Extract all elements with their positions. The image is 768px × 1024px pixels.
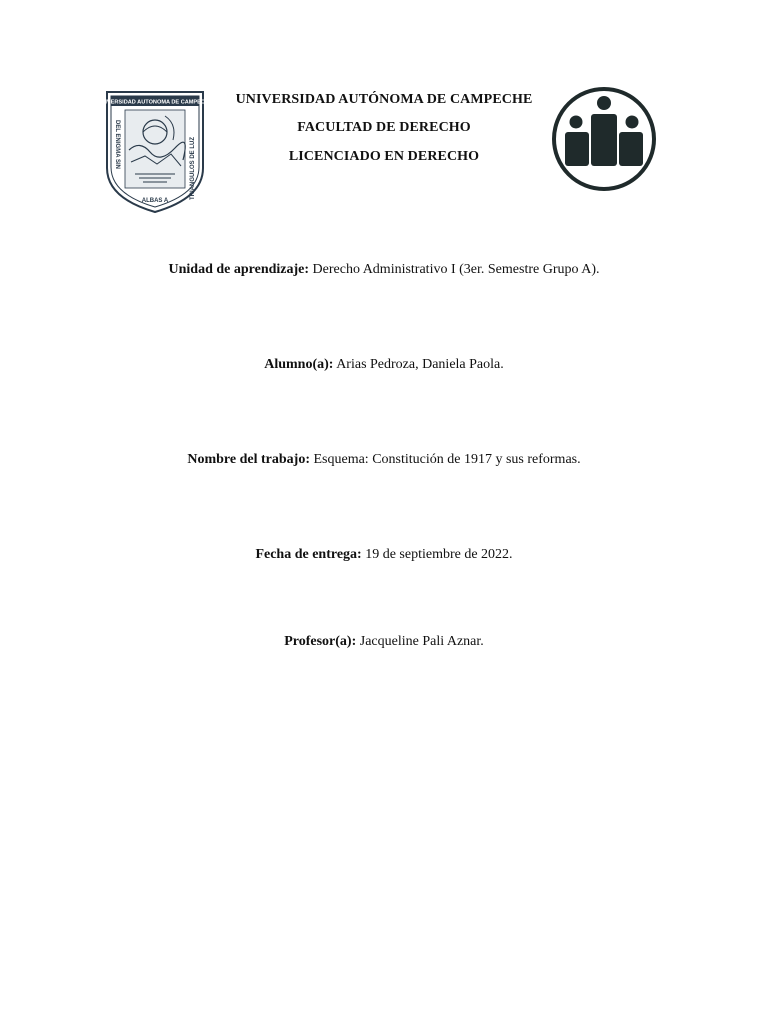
faculty-name: FACULTAD DE DERECHO	[297, 120, 471, 135]
field-student	[0, 357, 768, 373]
field-student-label: Alumno(a):	[264, 357, 334, 372]
field-professor-label: Profesor(a):	[284, 634, 357, 649]
field-due-date-value: 19 de septiembre de 2022.	[361, 547, 513, 562]
field-learning-unit-value: Derecho Administrativo I (3er. Semestre Grupo A).	[309, 262, 600, 277]
seal-top-text: UNIVERSIDAD AUTONOMA DE CAMPECHE	[97, 99, 213, 106]
university-name: UNIVERSIDAD AUTÓNOMA DE CAMPECHE	[235, 92, 533, 107]
field-learning-unit	[0, 262, 768, 278]
seal-right-text: TRIANGULOS DE LUZ	[190, 137, 196, 200]
degree-name: LICENCIADO EN DERECHO	[288, 149, 480, 164]
field-work-title-value: Esquema: Constitución de 1917 y sus reformas.	[309, 452, 581, 467]
field-work-title	[0, 452, 768, 468]
field-professor	[0, 634, 768, 650]
field-professor-value: Jacqueline Pali Aznar.	[356, 634, 484, 649]
field-learning-unit-label: Unidad de aprendizaje:	[168, 262, 310, 277]
faculty-podium-logo	[551, 86, 657, 192]
field-student-value: Arias Pedroza, Daniela Paola.	[333, 357, 504, 372]
seal-bottom-text: ALBAS A	[141, 198, 169, 204]
field-work-title-label: Nombre del trabajo:	[187, 452, 310, 467]
field-due-date	[0, 547, 768, 563]
field-due-date-label: Fecha de entrega:	[255, 547, 362, 562]
seal-left-text: DEL ENIGMA SIN	[114, 120, 120, 170]
